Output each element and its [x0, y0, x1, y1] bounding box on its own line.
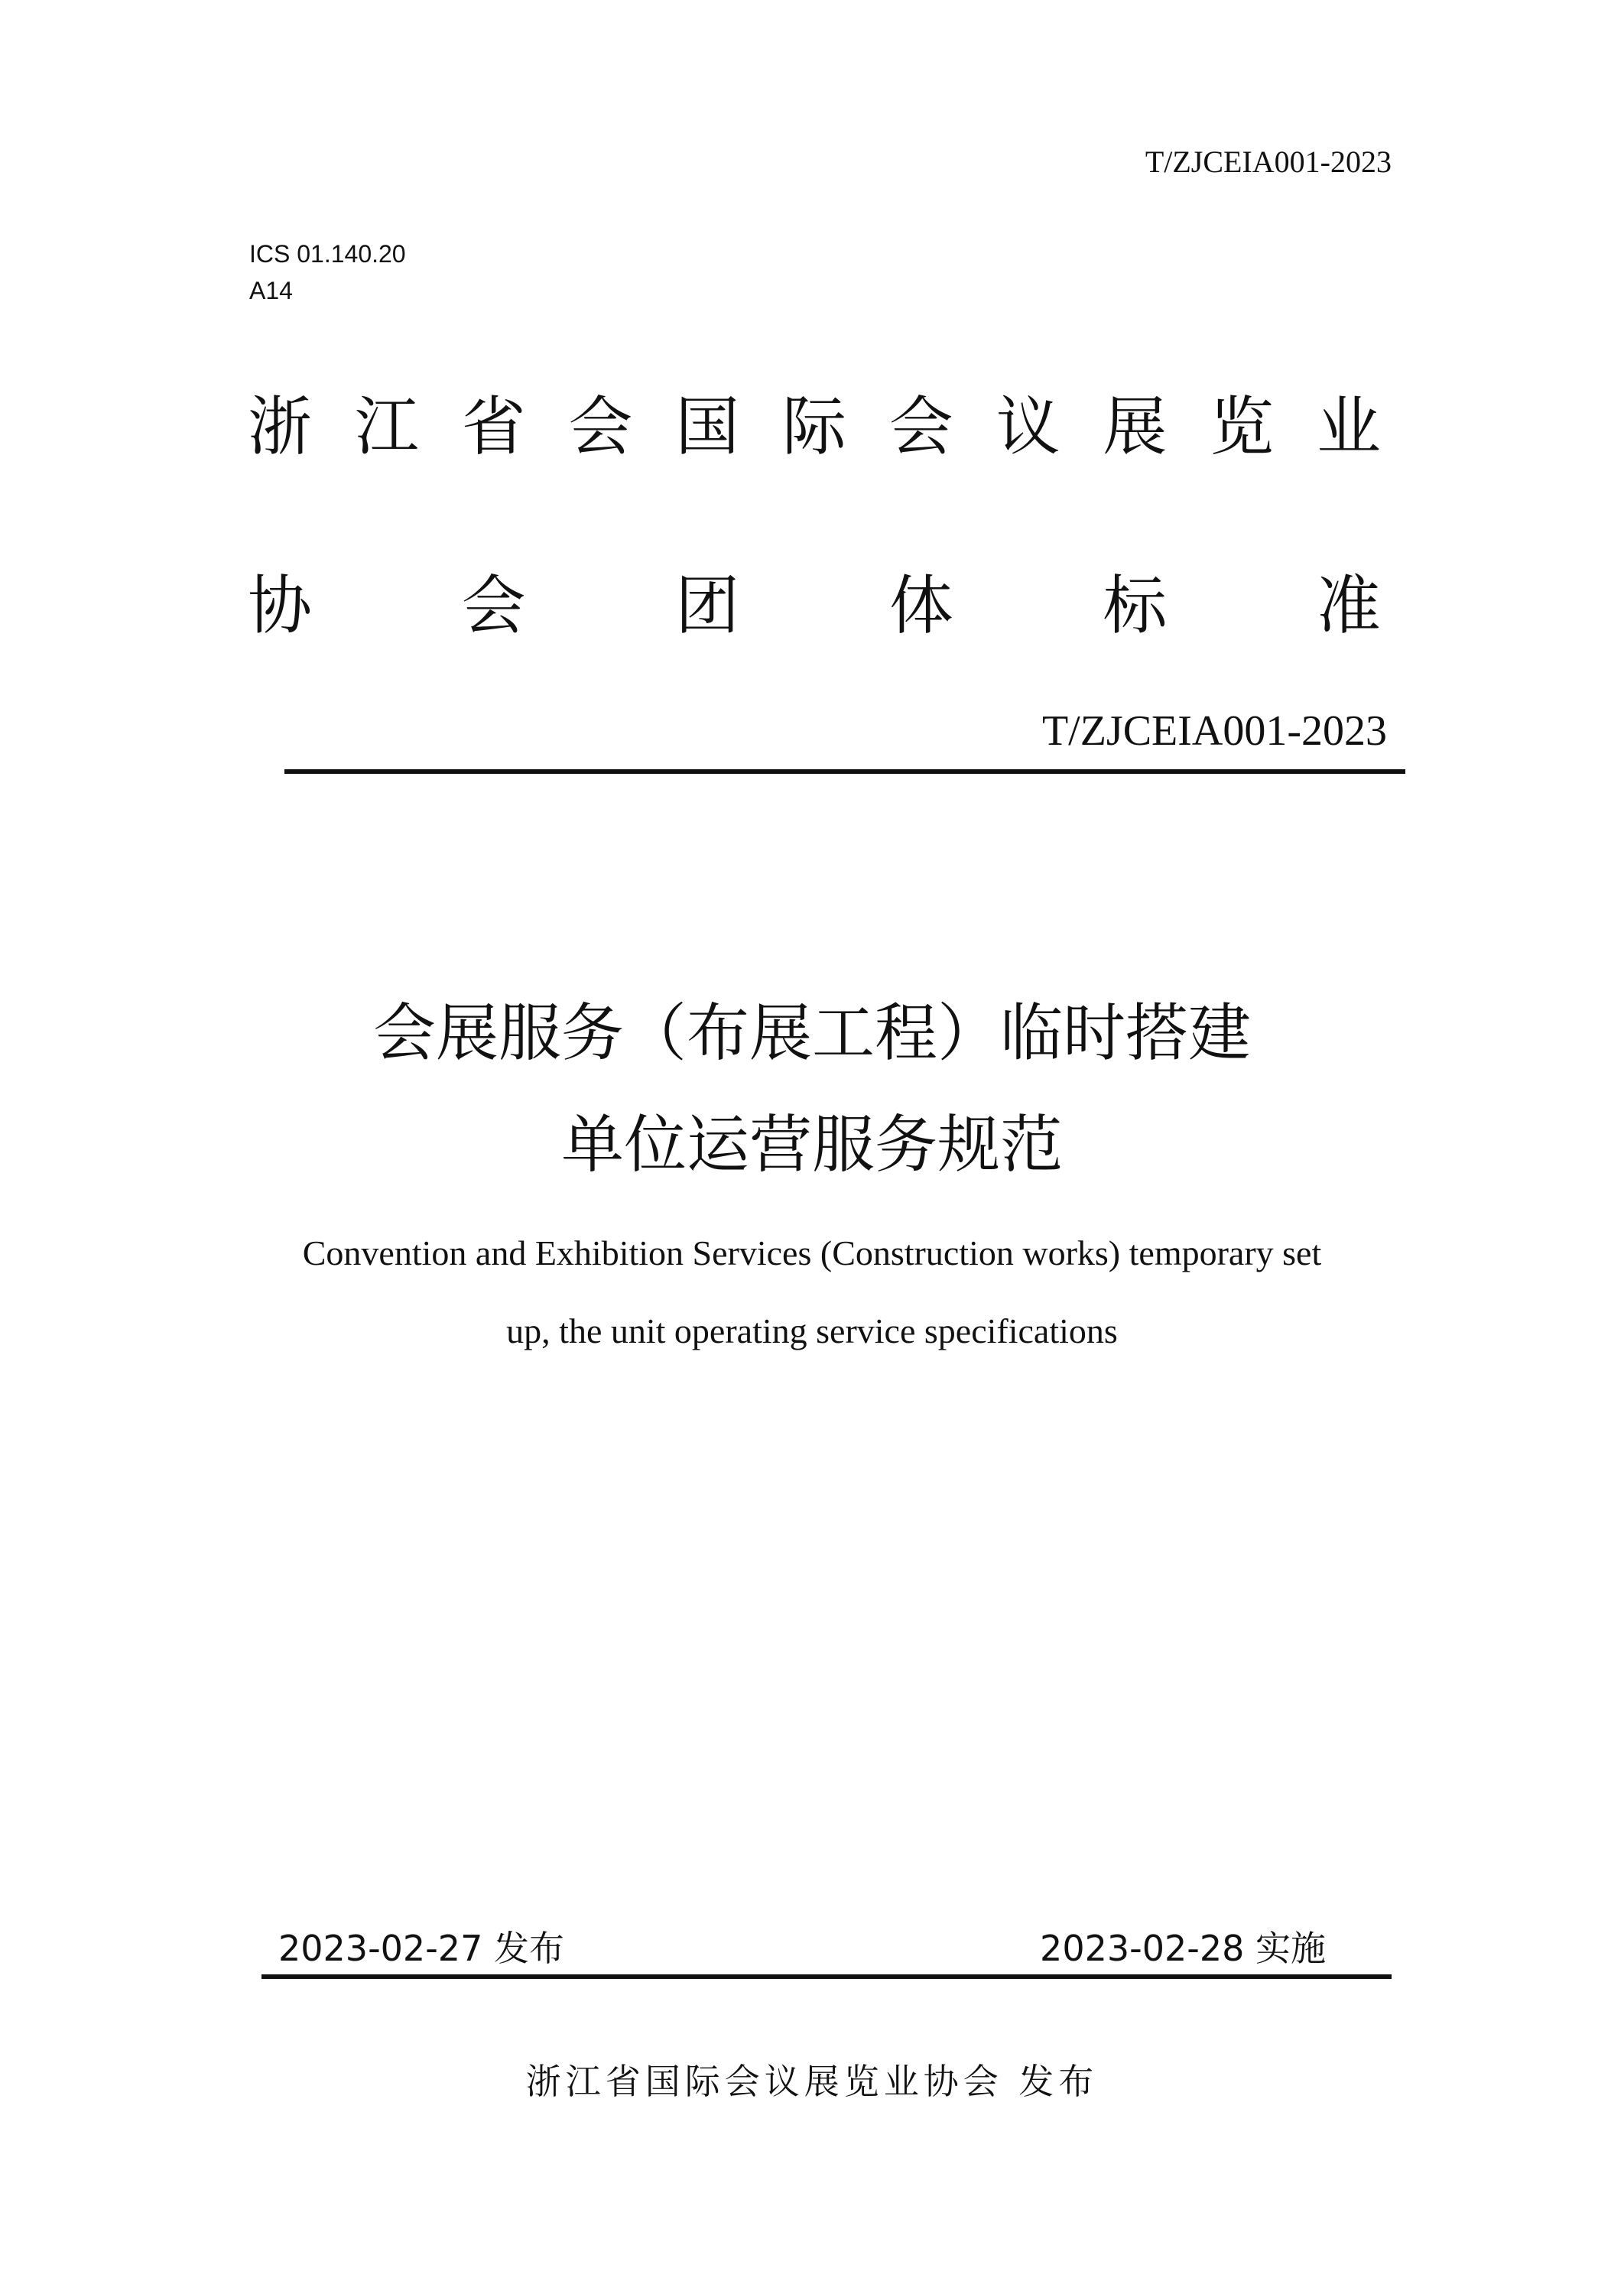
top-divider — [284, 769, 1405, 774]
org-char: 业 — [1316, 389, 1381, 464]
org-char: 会 — [888, 389, 953, 464]
ics-code: ICS 01.140.20 — [249, 240, 406, 268]
org-char: 际 — [781, 389, 846, 464]
org-char: 议 — [996, 389, 1060, 464]
org-char: 览 — [1210, 389, 1275, 464]
ccs-code: A14 — [249, 277, 293, 304]
english-title-line-2: up, the unit operating service specifications — [506, 1311, 1118, 1350]
org-char: 展 — [1103, 389, 1168, 464]
org-char: 会 — [461, 568, 526, 643]
org-char: 协 — [248, 568, 313, 643]
organization-title-line-1 — [248, 388, 1381, 465]
chinese-title-line-2: 单位运营服务规范 — [560, 1109, 1063, 1181]
publisher: 浙江省国际会议展览业协会 发布 — [525, 2061, 1099, 2102]
org-char: 浙 — [248, 389, 313, 464]
org-char: 体 — [888, 568, 953, 643]
org-char: 国 — [675, 389, 740, 464]
english-title-line-1: Convention and Exhibition Services (Construction works) temporary set — [302, 1233, 1322, 1272]
org-char: 准 — [1316, 568, 1381, 643]
bottom-divider — [261, 1974, 1392, 1979]
org-char: 省 — [461, 389, 526, 464]
effective-date: 2023-02-28 实施 — [1040, 1928, 1326, 1969]
standard-code: T/ZJCEIA001-2023 — [1041, 707, 1387, 755]
org-char: 江 — [354, 389, 419, 464]
issue-date: 2023-02-27 发布 — [278, 1928, 564, 1969]
organization-title-line-2 — [248, 567, 1381, 644]
org-char: 团 — [675, 568, 740, 643]
classification-block — [249, 236, 406, 309]
org-char: 标 — [1103, 568, 1168, 643]
header-standard-code: T/ZJCEIA001-2023 — [1145, 145, 1392, 179]
org-char: 会 — [568, 389, 633, 464]
chinese-title-line-1: 会展服务（布展工程）临时搭建 — [372, 997, 1251, 1070]
